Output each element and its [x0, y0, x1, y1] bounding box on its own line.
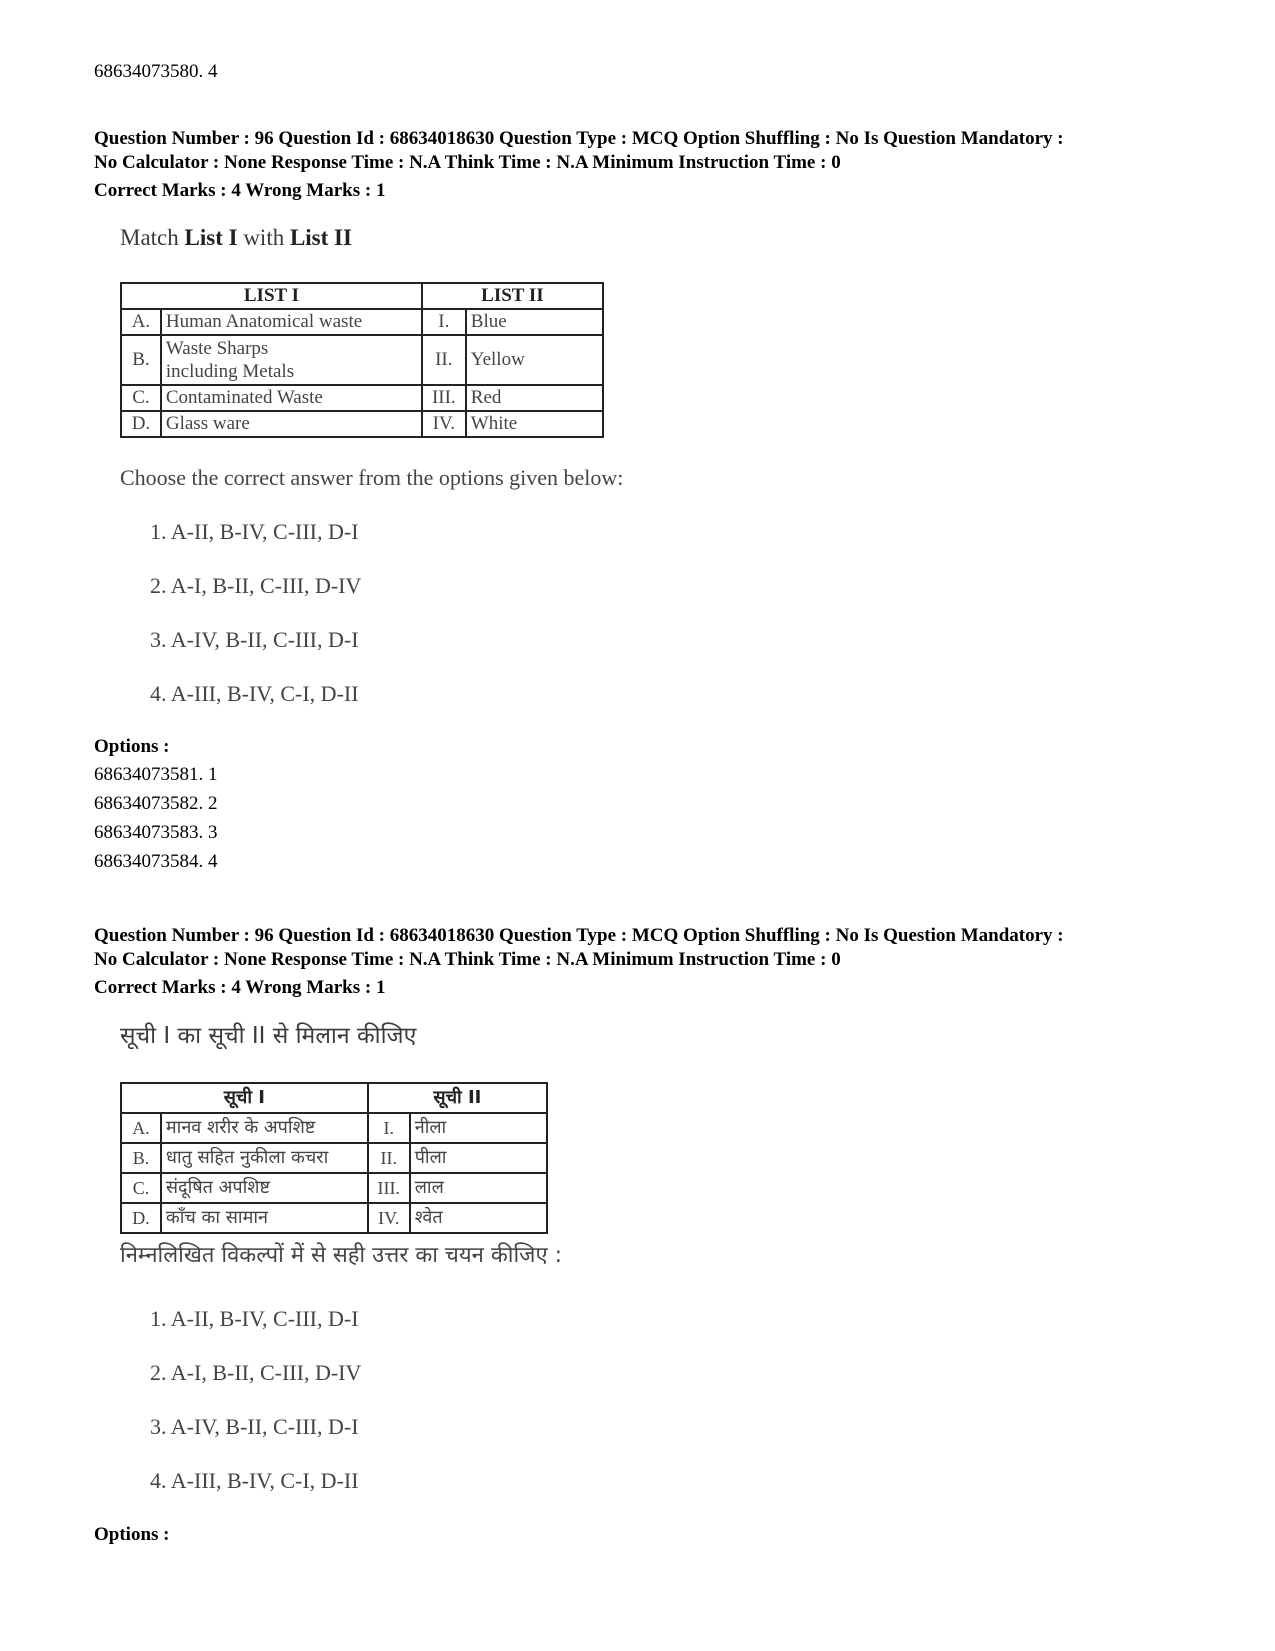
table-row — [121, 1173, 547, 1203]
table-head-list2: सूची II — [368, 1083, 547, 1113]
option-line: 68634073584. 4 — [94, 851, 218, 872]
row-item-list2: Blue — [466, 309, 603, 335]
row-item-list1: Glass ware — [161, 411, 422, 437]
row-item-list1: धातु सहित नुकीला कचरा — [161, 1143, 368, 1173]
row-item-list1: काँच का सामान — [161, 1203, 368, 1233]
marks-line: Correct Marks : 4 Wrong Marks : 1 — [94, 180, 386, 201]
table-row — [121, 411, 603, 437]
question-body-1 — [120, 224, 352, 252]
row-item-list1: Waste Sharps including Metals — [161, 335, 422, 385]
row-item-list2: White — [466, 411, 603, 437]
row-letter: D. — [121, 1203, 161, 1233]
row-roman: III. — [422, 385, 466, 411]
row-letter: B. — [121, 335, 161, 385]
question-prompt — [120, 224, 352, 252]
prompt-bold-list2: List II — [289, 225, 352, 250]
row-letter: C. — [121, 1173, 161, 1203]
row-item-list2: श्वेत — [410, 1203, 547, 1233]
answer-choice-4: 4. A-III, B-IV, C-I, D-II — [150, 1468, 359, 1493]
row-roman: II. — [368, 1143, 410, 1173]
question-header-line2: No Calculator : None Response Time : N.A Think Time : N.A Minimum Instruction Time : 0 — [94, 152, 841, 173]
row-letter: D. — [121, 411, 161, 437]
row-item-list1: Human Anatomical waste — [161, 309, 422, 335]
answer-choice-2: 2. A-I, B-II, C-III, D-IV — [150, 573, 362, 598]
row-roman: II. — [422, 335, 466, 385]
prompt-text: Match — [120, 225, 185, 250]
row-item-list1: मानव शरीर के अपशिष्ट — [161, 1113, 368, 1143]
table-row — [121, 385, 603, 411]
question-header-line2: No Calculator : None Response Time : N.A Think Time : N.A Minimum Instruction Time : 0 — [94, 949, 841, 970]
previous-option-line: 68634073580. 4 — [94, 61, 218, 82]
choose-instruction-hindi: निम्नलिखित विकल्पों में से सही उत्तर का चयन कीजिए : — [120, 1243, 563, 1268]
row-roman: III. — [368, 1173, 410, 1203]
match-table-hindi — [120, 1082, 548, 1234]
row-item-list2: Red — [466, 385, 603, 411]
row-item-list2: Yellow — [466, 335, 603, 385]
row-letter: B. — [121, 1143, 161, 1173]
option-line: 68634073582. 2 — [94, 793, 218, 814]
row-item-list1: संदूषित अपशिष्ट — [161, 1173, 368, 1203]
options-label: Options : — [94, 1524, 170, 1545]
row-item-list2: पीला — [410, 1143, 547, 1173]
table-head-list2: LIST II — [422, 283, 603, 309]
table-head-list1: सूची I — [121, 1083, 368, 1113]
prompt-bold-list1: List I — [184, 225, 238, 250]
answer-choice-3: 3. A-IV, B-II, C-III, D-I — [150, 627, 359, 652]
answer-choice-1: 1. A-II, B-IV, C-III, D-I — [150, 519, 359, 544]
option-line: 68634073581. 1 — [94, 764, 218, 785]
choose-instruction: Choose the correct answer from the options given below: — [120, 465, 624, 490]
question-prompt-hindi: सूची I का सूची II से मिलान कीजिए — [120, 1023, 417, 1049]
table-row — [121, 309, 603, 335]
row-item-list2: नीला — [410, 1113, 547, 1143]
answer-choice-1: 1. A-II, B-IV, C-III, D-I — [150, 1306, 359, 1331]
answer-choice-3: 3. A-IV, B-II, C-III, D-I — [150, 1414, 359, 1439]
answer-choice-2: 2. A-I, B-II, C-III, D-IV — [150, 1360, 362, 1385]
option-line: 68634073583. 3 — [94, 822, 218, 843]
row-letter: C. — [121, 385, 161, 411]
match-table-english — [120, 282, 604, 438]
answer-choice-4: 4. A-III, B-IV, C-I, D-II — [150, 681, 359, 706]
question-header-1 — [94, 127, 1214, 203]
table-head-list1: LIST I — [121, 283, 422, 309]
table-row — [121, 335, 603, 385]
table-row — [121, 1113, 547, 1143]
row-item-list1: Contaminated Waste — [161, 385, 422, 411]
row-roman: I. — [422, 309, 466, 335]
row-item-list2: लाल — [410, 1173, 547, 1203]
table-row — [121, 1203, 547, 1233]
row-letter: A. — [121, 1113, 161, 1143]
row-letter: A. — [121, 309, 161, 335]
row-roman: IV. — [368, 1203, 410, 1233]
prompt-text-mid: with — [237, 225, 290, 250]
options-label: Options : — [94, 736, 170, 757]
question-header-line1: Question Number : 96 Question Id : 68634018630 Question Type : MCQ Option Shuffling : No Is Question Mandatory : — [94, 925, 1064, 946]
table-row — [121, 1143, 547, 1173]
question-header-2 — [94, 924, 1214, 1000]
row-roman: I. — [368, 1113, 410, 1143]
row-roman: IV. — [422, 411, 466, 437]
question-header-line1: Question Number : 96 Question Id : 68634018630 Question Type : MCQ Option Shuffling : No Is Question Mandatory : — [94, 128, 1064, 149]
marks-line: Correct Marks : 4 Wrong Marks : 1 — [94, 977, 386, 998]
